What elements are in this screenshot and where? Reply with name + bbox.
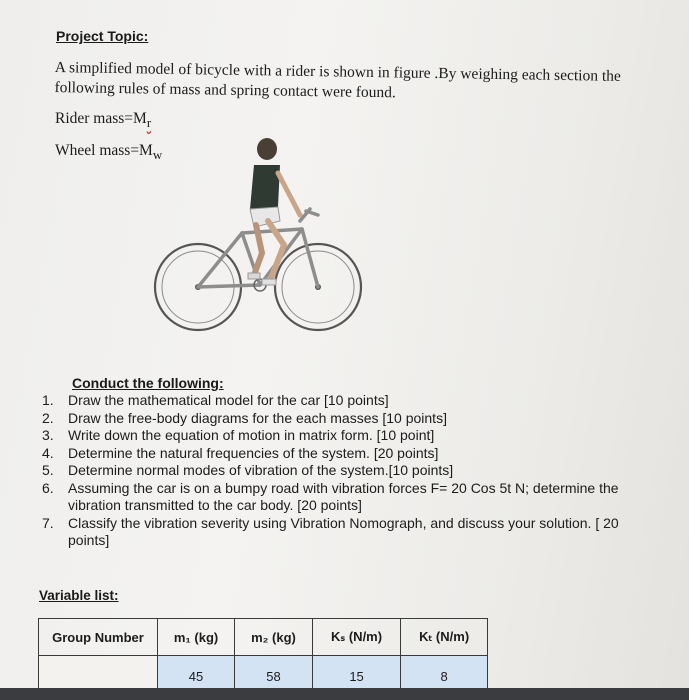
rider-mass-subscript: r — [146, 115, 152, 131]
task-item — [42, 515, 652, 550]
task-item — [42, 392, 652, 410]
conduct-heading: Conduct the following: — [72, 375, 224, 391]
task-item — [42, 462, 652, 480]
task-number: 4. — [42, 444, 54, 461]
task-item — [42, 410, 652, 428]
variable-table — [38, 618, 488, 697]
cell-m2: 58 — [235, 656, 313, 697]
rider-shoe — [262, 279, 276, 285]
task-item — [42, 427, 652, 445]
task-text: Assuming the car is on a bumpy road with vibration forces F= 20 Cos 5t N; determine the vibration transmitted to the car body. [20 points] — [68, 479, 619, 513]
task-list — [42, 392, 652, 550]
rider-mass-line — [55, 110, 151, 131]
rider-head — [257, 138, 277, 160]
rider-arm — [278, 173, 300, 215]
cell-m1: 45 — [158, 656, 235, 697]
task-item — [42, 445, 652, 463]
task-number: 6. — [42, 479, 54, 496]
task-text: Determine normal modes of vibration of the system.[10 points] — [68, 462, 454, 478]
intro-paragraph: A simplified model of bicycle with a rider is shown in figure .By weighing each section the following rules of mass and spring contact were found. — [54, 58, 621, 102]
rider — [248, 138, 300, 285]
task-number: 2. — [42, 409, 54, 426]
task-item — [42, 480, 652, 515]
task-number: 1. — [42, 392, 54, 408]
header-group-number: Group Number — [39, 619, 158, 656]
header-ks: Kₛ (N/m) — [312, 619, 400, 656]
variable-list-label: Variable list: — [39, 588, 119, 603]
cell-group-number — [39, 656, 158, 697]
task-text: Write down the equation of motion in matrix form. [10 point] — [68, 427, 435, 443]
rider-mass-text: Rider mass=M — [55, 110, 147, 127]
task-number: 3. — [42, 427, 54, 443]
table-row — [39, 656, 488, 697]
header-kt: Kₜ (N/m) — [401, 619, 488, 656]
header-m1: m₁ (kg) — [158, 619, 235, 656]
task-number: 5. — [42, 462, 54, 478]
project-topic-heading: Project Topic: — [56, 28, 149, 44]
rider-shirt — [250, 165, 280, 209]
task-text: Draw the free-body diagrams for the each masses [10 points] — [68, 409, 447, 426]
task-text: Draw the mathematical model for the car [10 points] — [68, 392, 389, 408]
task-text: Determine the natural frequencies of the system. [20 points] — [68, 444, 439, 461]
wheel-mass-subscript: w — [152, 147, 163, 163]
task-text: Classify the vibration severity using Vibration Nomograph, and discuss your solution. [ 20 points] — [68, 514, 619, 548]
bicycle-rider-figure — [150, 135, 370, 340]
wheel-mass-line — [55, 142, 162, 163]
table-header-row — [39, 619, 488, 656]
wheel-mass-text: Wheel mass=M — [55, 142, 153, 159]
cell-kt: 8 — [401, 656, 488, 697]
rider-shoe-back — [248, 273, 260, 279]
header-m2: m₂ (kg) — [235, 619, 313, 656]
cell-ks: 15 — [312, 656, 400, 697]
task-number: 7. — [42, 514, 54, 531]
